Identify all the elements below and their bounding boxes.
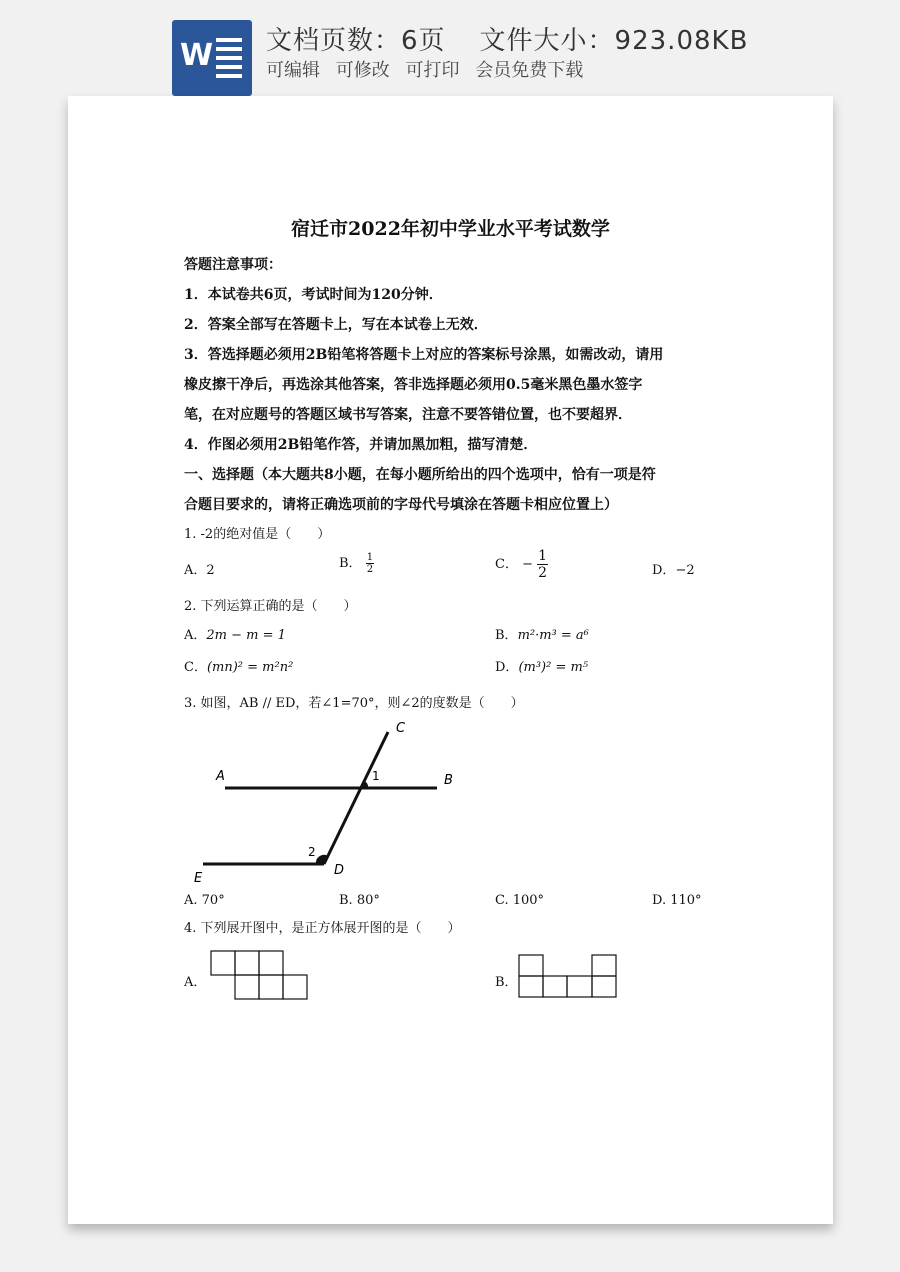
angle-2-label: 2 (308, 845, 316, 859)
notice-3-cont-2: 笔，在对应题号的答题区域书写答案，注意不要答错位置，也不要超界． (184, 407, 632, 423)
q1-c-numerator: 1 (538, 548, 548, 564)
q1-option-a-value: 2 (206, 563, 215, 578)
word-icon-lines (216, 38, 242, 82)
file-info (266, 20, 748, 57)
section-heading-line2: 合题目要求的，请将正确选项前的字母代号填涂在答题卡相应位置上） (184, 497, 618, 513)
q3-parallel-lines-figure (188, 714, 488, 889)
angle-1-label: 1 (372, 769, 380, 783)
q1-option-a-label: A． (184, 563, 207, 578)
file-size: 文件大小：923.08KB (479, 26, 749, 56)
feature-modifiable: 可修改 (335, 60, 390, 81)
net-b-square-2 (592, 955, 616, 976)
q1-option-c-fraction (537, 548, 548, 581)
q4-option-b-label: B． (495, 975, 518, 990)
q1-option-b-fraction (366, 552, 374, 575)
net-b-square-3 (519, 976, 543, 997)
q3-option-c: C. 100° (495, 893, 545, 908)
word-document-icon (172, 20, 252, 96)
page-count: 文档页数：6页 (266, 26, 446, 56)
q1-option-d-value: −2 (675, 563, 695, 578)
q1-option-c (495, 548, 548, 581)
net-b-square-6 (592, 976, 616, 997)
q4-option-a-label: A． (184, 975, 207, 990)
q2-option-c (184, 656, 293, 675)
q4-option-a-net (208, 949, 312, 1001)
point-b-label: B (444, 773, 453, 788)
notice-3: 3．答选择题必须用2B铅笔将答题卡上对应的答案标号涂黑，如需改动，请用 (184, 347, 664, 363)
net-a-square-4 (235, 975, 259, 999)
net-a-square-6 (283, 975, 307, 999)
notice-1: 1．本试卷共6页，考试时间为120分钟． (184, 287, 443, 303)
feature-printable: 可打印 (405, 60, 460, 81)
net-a-square-3 (259, 951, 283, 975)
q3-option-a: A. 70° (184, 893, 225, 908)
q3-stem: 3. 如图，AB // ED，若∠1=70°，则∠2的度数是（ ） (184, 696, 524, 711)
q1-option-b-label: B． (339, 556, 362, 571)
q2-option-d-label: D． (495, 660, 519, 675)
q2-option-b-label: B． (495, 628, 518, 643)
q1-stem: 1. -2的绝对值是（ ） (184, 527, 331, 542)
q1-b-numerator: 1 (366, 552, 374, 563)
word-icon-letter: W (180, 38, 214, 73)
section-heading-line1: 一、选择题（本大题共8小题，在每小题所给出的四个选项中，恰有一项是符 (184, 467, 656, 483)
q1-option-c-sign: − (522, 557, 533, 572)
q1-option-b (339, 552, 374, 575)
point-a-label: A (216, 769, 225, 784)
q3-option-d: D. 110° (652, 893, 702, 908)
q2-option-d (495, 656, 588, 675)
feature-list (266, 56, 593, 82)
q2-option-a (184, 624, 286, 643)
notice-heading: 答题注意事项： (184, 257, 282, 273)
point-c-label: C (396, 721, 406, 736)
notice-4: 4．作图必须用2B铅笔作答，并请加黑加粗，描写清楚． (184, 437, 538, 453)
document-page (68, 96, 833, 1224)
q4-option-b-net (516, 953, 620, 1001)
q1-option-d (652, 559, 695, 578)
q3-option-b: B. 80° (339, 893, 380, 908)
net-a-square-1 (211, 951, 235, 975)
q2-option-c-label: C． (184, 660, 207, 675)
feature-editable: 可编辑 (266, 60, 320, 81)
notice-2: 2．答案全部写在答题卡上，写在本试卷上无效． (184, 317, 488, 333)
exam-title: 宿迁市2022年初中学业水平考试数学 (291, 218, 610, 240)
q1-option-d-label: D． (652, 563, 676, 578)
q2-option-c-expr: (mn)² = m²n² (206, 660, 294, 675)
net-b-square-5 (567, 976, 592, 997)
q4-stem: 4. 下列展开图中，是正方体展开图的是（ ） (184, 921, 461, 936)
feature-free-download: 会员免费下载 (475, 60, 584, 81)
q1-c-denominator: 2 (538, 565, 548, 581)
net-a-square-5 (259, 975, 283, 999)
q2-option-a-label: A． (184, 628, 207, 643)
transversal-cd (324, 732, 388, 864)
q1-option-a (184, 559, 215, 578)
q1-b-denominator: 2 (366, 564, 374, 575)
net-b-square-1 (519, 955, 543, 976)
notice-3-cont-1: 橡皮擦干净后，再选涂其他答案，答非选择题必须用0.5毫米黑色墨水签字 (184, 377, 643, 393)
net-b-square-4 (543, 976, 567, 997)
download-banner (0, 0, 900, 100)
net-a-square-2 (235, 951, 259, 975)
q2-option-d-expr: (m³)² = m⁵ (518, 660, 589, 675)
q2-option-b (495, 624, 589, 643)
point-e-label: E (194, 871, 203, 886)
q1-option-c-label: C． (495, 557, 518, 572)
q2-option-b-expr: m²·m³ = a⁶ (517, 628, 589, 643)
q2-stem: 2. 下列运算正确的是（ ） (184, 599, 357, 614)
q2-option-a-expr: 2m − m = 1 (206, 628, 286, 643)
point-d-label: D (334, 863, 345, 878)
